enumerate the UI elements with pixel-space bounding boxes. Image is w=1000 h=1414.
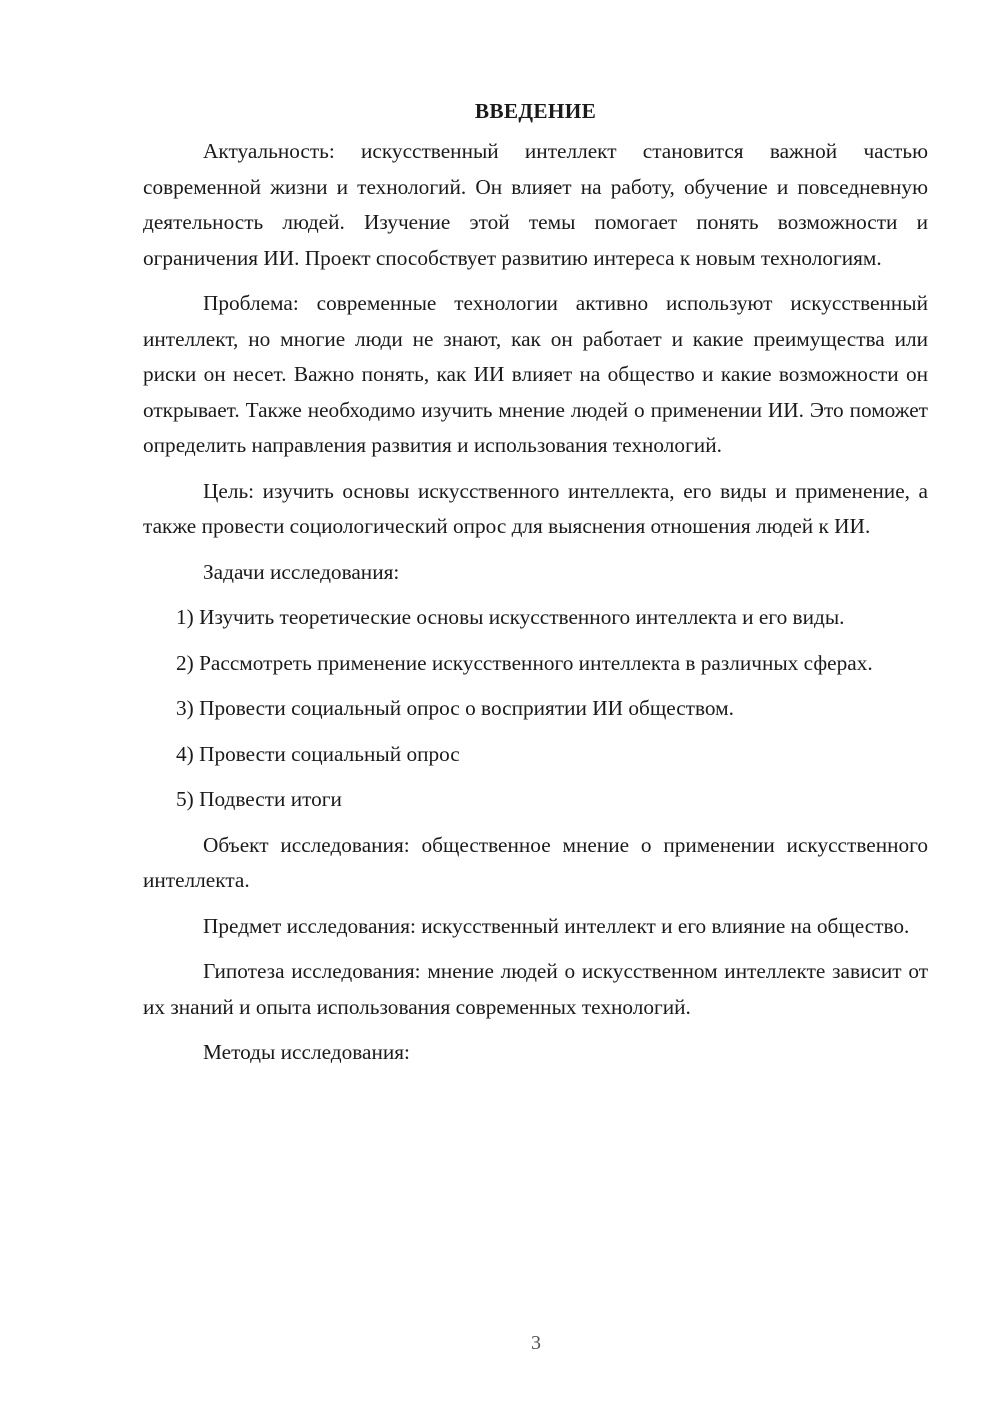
section-title: ВВЕДЕНИЕ: [474, 99, 597, 123]
tasks-heading: Задачи исследования:: [203, 559, 400, 584]
paragraph-subject: Предмет исследования: искусственный интеллект и его влияние на общество.: [203, 913, 910, 938]
task-item-5: 5) Подвести итоги: [176, 787, 342, 811]
task-item-2: 2) Рассмотреть применение искусственного интеллекта в различных сферах.: [176, 650, 873, 675]
paragraph-object: Объект исследования: общественное мнение о применении искусственного интеллекта.: [143, 832, 928, 892]
paragraph-hypothesis: Гипотеза исследования: мнение людей о искусственном интеллекте зависит от их знаний и опыта использования современных технологий.: [143, 959, 928, 1019]
paragraph-goal: Цель: изучить основы искусственного интеллекта, его виды и применение, а также провести социологический опрос для выяснения отношения людей к ИИ.: [143, 478, 928, 538]
methods-heading: Методы исследования:: [203, 1040, 410, 1064]
page-number: 3: [531, 1332, 541, 1354]
document-page: [143, 92, 928, 1081]
paragraph-actuality: Актуальность: искусственный интеллект становится важной частью современной жизни и технологий. Он влияет на работу, обучение и повседневную деятельность людей. Изучение этой темы помогает понять возможности и ограничения ИИ. Проект способствует развитию интереса к новым технологиям.: [143, 139, 928, 270]
task-item-4: 4) Провести социальный опрос: [176, 741, 460, 766]
paragraph-problem: Проблема: современные технологии активно используют искусственный интеллект, но многие люди не знают, как он работает и какие преимущества или риски он несет. Важно понять, как ИИ влияет на общество и какие возможности он открывает. Также необходимо изучить мнение людей о применении ИИ. Это поможет определить направления развития и использования технологий.: [143, 291, 928, 457]
task-item-1: 1) Изучить теоретические основы искусственного интеллекта и его виды.: [176, 605, 845, 629]
task-item-3: 3) Провести социальный опрос о восприятии ИИ обществом.: [176, 696, 734, 720]
